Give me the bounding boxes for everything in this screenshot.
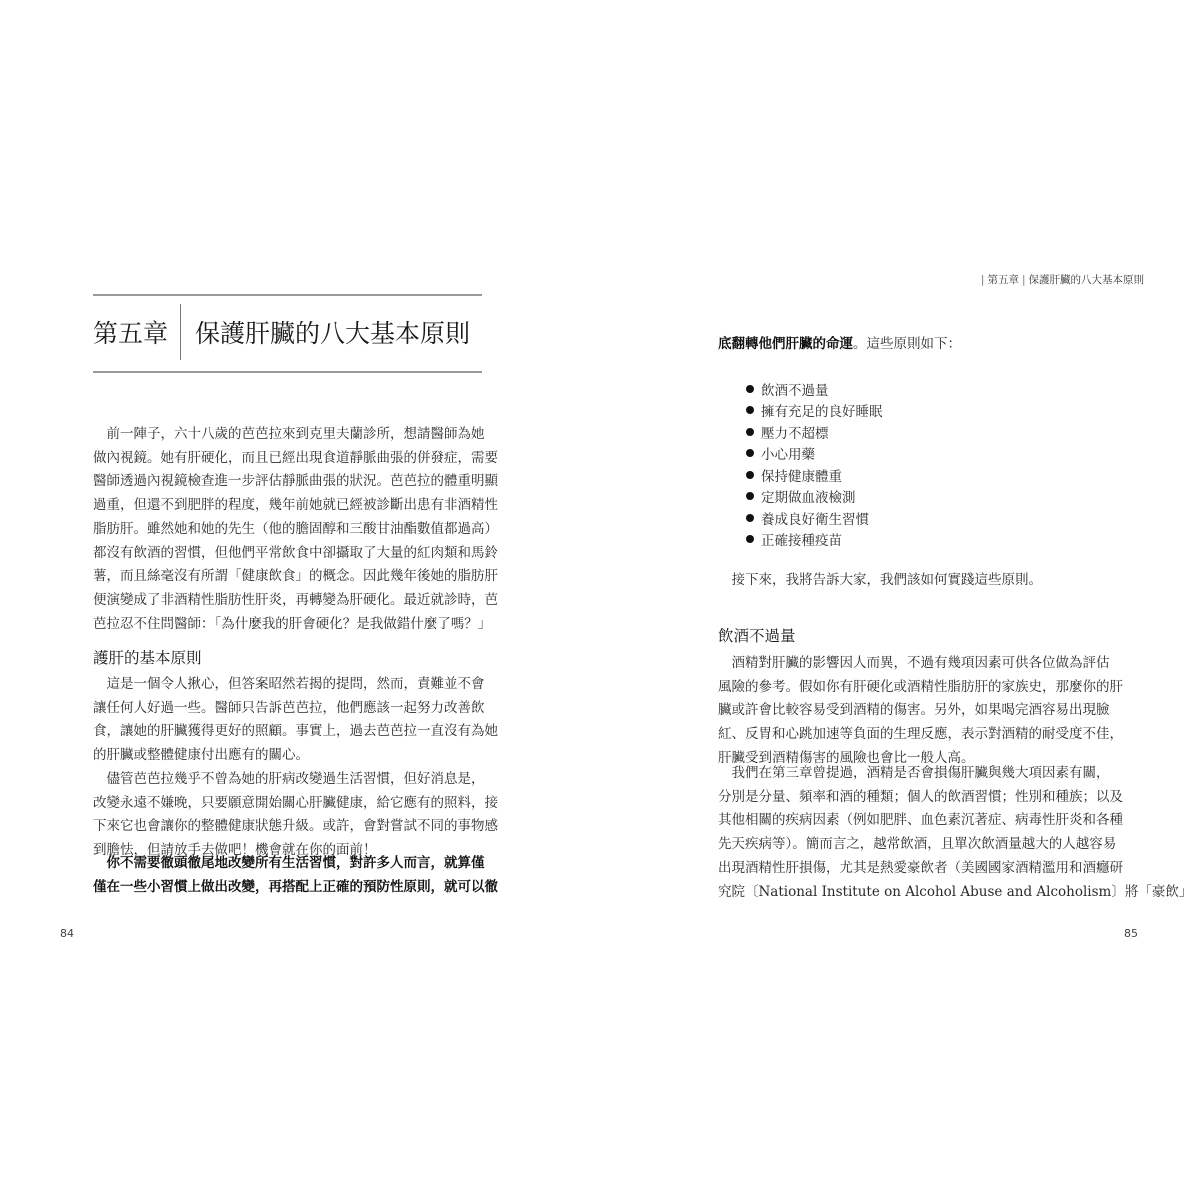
bullet-icon <box>746 449 754 457</box>
running-head-title: 保護肝臟的八大基本原則 <box>1028 274 1144 286</box>
list-item <box>746 378 883 400</box>
bullet-icon <box>746 385 754 393</box>
list-item-label: 飲酒不過量 <box>761 382 829 399</box>
list-item <box>746 400 883 422</box>
bullet-icon <box>746 406 754 414</box>
page-number-left: 84 <box>60 927 74 940</box>
list-item-label: 壓力不超標 <box>761 425 829 442</box>
bold-paragraph: 你不需要徹頭徹尾地改變所有生活習慣，對許多人而言，就算僅 僅在一些小習慣上做出改變，再搭配上正確的預防性原則，就可以徹 <box>93 855 498 895</box>
list-item-label: 小心用藥 <box>761 447 815 464</box>
section-paragraph-2: 儘管芭芭拉幾乎不曾為她的肝病改變過生活習慣，但好消息是， 改變永遠不嫌晚，只要願意開始關心肝臟健康，給它應有的照料，接 下來它也會讓你的整體健康狀態升級。或許，會對嘗試不同的事物感 到膽怯，但請放手去做吧！機會就在你的面前！ <box>93 771 498 859</box>
running-head-separator: | <box>1021 274 1026 286</box>
principles-list <box>746 378 883 550</box>
chapter-heading <box>93 300 470 364</box>
chapter-number: 第五章 <box>93 319 169 348</box>
list-item <box>746 486 883 508</box>
alcohol-paragraph-2: 我們在第三章曾提過，酒精是否會損傷肝臟與幾大項因素有關， 分別是分量、頻率和酒的種類；個人的飲酒習慣；性別和種族；以及 其他相關的疾病因素（例如肥胖、血色素沉著症、病毒性肝炎和各種 先天疾病等）。簡而言之，越常飲酒，且單次飲酒量越大的人越容易 出現酒精性肝損傷，尤其是熱愛豪飲者（美國國家酒精濫用和酒癮研 究院〔National Institute on Alcohol Abuse and Alcoholism〕將「豪飲」 <box>718 765 1193 900</box>
running-head-chapter: 第五章 <box>987 274 1019 286</box>
page-number-right: 85 <box>1124 927 1138 940</box>
bullet-icon <box>746 514 754 522</box>
bullet-icon <box>746 535 754 543</box>
chapter-rule-bottom <box>93 371 482 373</box>
list-item <box>746 421 883 443</box>
intro-paragraph: 前一陣子，六十八歲的芭芭拉來到克里夫蘭診所，想請醫師為她 做內視鏡。她有肝硬化，而且已經出現食道靜脈曲張的併發症，需要 醫師透過內視鏡檢查進一步評估靜脈曲張的狀況。芭芭拉的體重明顯 過重，但還不到肥胖的程度，幾年前她就已經被診斷出患有非酒精性 脂肪肝。雖然她和她的先生（他的膽固醇和三酸甘油酯數值都過高） 都沒有飲酒的習慣，但他們平常飲食中卻攝取了大量的紅肉類和馬鈴 薯，而且絲毫沒有所謂「健康飲食」的概念。因此幾年後她的脂肪肝 便演變成了非酒精性脂肪性肝炎，再轉變為肝硬化。最近就診時，芭 芭拉忍不住問醫師：「為什麼我的肝會硬化？是我做錯什麼了嗎？」 <box>93 426 498 632</box>
list-item <box>746 507 883 529</box>
next-line: 接下來，我將告訴大家，我們該如何實踐這些原則。 <box>718 572 1042 588</box>
chapter-divider <box>180 304 181 360</box>
list-item <box>746 529 883 551</box>
list-item-label: 養成良好衛生習慣 <box>761 511 869 528</box>
section-title-principles: 護肝的基本原則 <box>93 649 202 667</box>
bullet-icon <box>746 492 754 500</box>
running-head <box>978 272 1144 287</box>
bullet-icon <box>746 428 754 436</box>
continued-bold-text: 底翻轉他們肝臟的命運 <box>718 336 853 352</box>
continued-line <box>718 333 961 357</box>
list-item <box>746 464 883 486</box>
list-item-label: 正確接種疫苗 <box>761 533 842 550</box>
section-title-alcohol: 飲酒不過量 <box>718 627 796 645</box>
list-item-label: 定期做血液檢測 <box>761 490 856 507</box>
list-item-label: 擁有充足的良好睡眠 <box>761 404 883 421</box>
chapter-title: 保護肝臟的八大基本原則 <box>195 319 471 348</box>
list-item <box>746 443 883 465</box>
running-head-separator: | <box>980 274 985 286</box>
alcohol-paragraph-1: 酒精對肝臟的影響因人而異，不過有幾項因素可供各位做為評估 風險的參考。假如你有肝硬化或酒精性脂肪肝的家族史，那麼你的肝 臟或許會比較容易受到酒精的傷害。另外，如果喝完酒容易出現臉 紅、反胃和心跳加速等負面的生理反應，表示對酒精的耐受度不佳， 肝臟受到酒精傷害的風險也會比一般人高。 <box>718 655 1123 766</box>
continued-rest-text: 。這些原則如下： <box>853 336 961 352</box>
bullet-icon <box>746 471 754 479</box>
list-item-label: 保持健康體重 <box>761 468 842 485</box>
chapter-rule-top <box>93 294 482 296</box>
section-paragraph-1: 這是一個令人揪心，但答案昭然若揭的提問，然而，責難並不會 讓任何人好過一些。醫師只告訴芭芭拉，他們應該一起努力改善飲 食，讓她的肝臟獲得更好的照顧。事實上，過去芭芭拉一直沒有為她 的肝臟或整體健康付出應有的關心。 <box>93 676 498 764</box>
